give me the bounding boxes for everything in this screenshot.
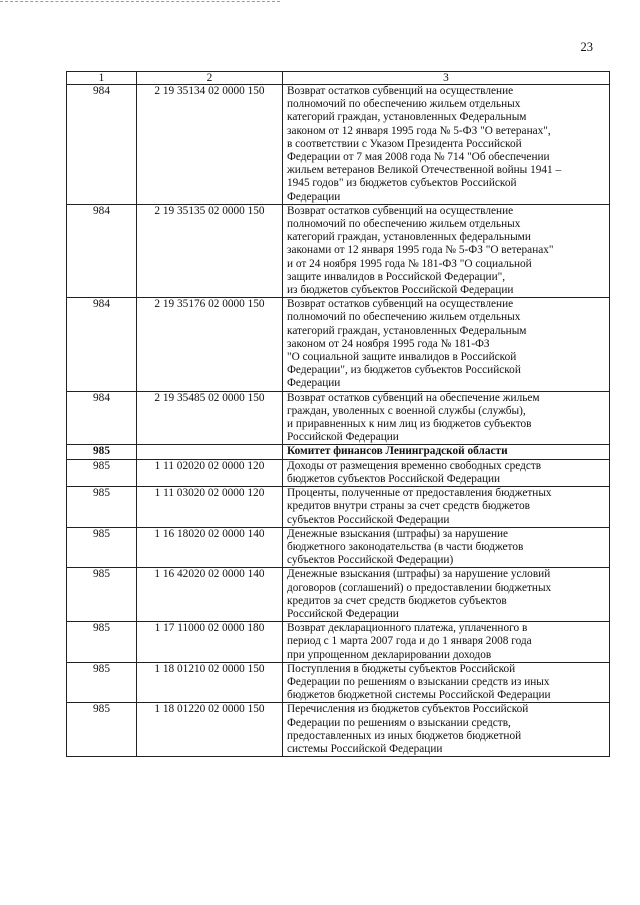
budget-classification-code-cell: 1 11 03020 02 0000 120: [137, 487, 283, 528]
description-cell: [283, 703, 610, 757]
description-line: полномочий по обеспечению жильем отдельных: [287, 98, 521, 111]
table-row: [67, 527, 610, 568]
description-line: Денежные взыскания (штрафы) за нарушение условий: [287, 568, 551, 581]
column-header-1: 1: [67, 72, 137, 85]
scan-edge-marks: [0, 1, 280, 5]
description-cell: [283, 662, 610, 703]
table-row: [67, 204, 610, 297]
description-line: категорий граждан, установленных федеральными: [287, 231, 531, 244]
table-row: [67, 568, 610, 622]
description-line: Российской Федерации: [287, 607, 399, 620]
description-line: Возврат остатков субвенций на осуществление: [287, 204, 514, 217]
description-line: при упрощенном декларировании доходов: [287, 648, 492, 661]
description-line: Федерации", из бюджетов субъектов Российской: [287, 364, 521, 377]
description-line: бюджетов бюджетной системы Российской Федерации: [287, 689, 551, 702]
description-line: Доходы от размещения временно свободных средств: [287, 459, 542, 472]
description-line: Российской Федерации: [287, 431, 399, 444]
column-header-2: 2: [137, 72, 283, 85]
codes-table: [66, 71, 610, 757]
description-line: категорий граждан, установленных Федеральным: [287, 324, 527, 337]
table-row: [67, 298, 610, 391]
description-line: Комитет финансов Ленинградской области: [287, 445, 508, 458]
description-line: Федерации по решениям о взыскании средств из иных: [287, 675, 550, 688]
description-line: Поступления в бюджеты субъектов Российской: [287, 662, 516, 675]
description-line: Возврат декларационного платежа, уплаченного в: [287, 622, 528, 635]
description-line: законами от 12 января 1995 года № 5-ФЗ "О ветеранах": [287, 244, 554, 257]
description-cell: [283, 622, 610, 663]
description-cell: [283, 568, 610, 622]
description-line: законом от 24 ноября 1995 года № 181-ФЗ: [287, 337, 490, 350]
budget-classification-code-cell: 2 19 35176 02 0000 150: [137, 298, 283, 391]
administrator-code-cell: 985: [67, 527, 137, 568]
description-line: Федерации по решениям о взыскании средств,: [287, 716, 511, 729]
page-number: 23: [580, 40, 593, 54]
table-header-row: [67, 72, 610, 85]
description-cell: [283, 204, 610, 297]
table-body: [67, 72, 610, 757]
description-line: Денежные взыскания (штрафы) за нарушение: [287, 527, 509, 540]
table-row: [67, 622, 610, 663]
administrator-code-cell: 985: [67, 459, 137, 486]
administrator-code-cell: 984: [67, 298, 137, 391]
description-line: и от 24 ноября 1995 года № 181-ФЗ "О социальной: [287, 257, 532, 270]
description-line: граждан, уволенных с военной службы (службы),: [287, 404, 526, 417]
description-line: Федерации: [287, 377, 341, 390]
budget-classification-code-cell: [137, 445, 283, 459]
description-line: категорий граждан, установленных Федеральным: [287, 111, 527, 124]
description-line: субъектов Российской Федерации): [287, 554, 454, 567]
description-line: защите инвалидов в Российской Федерации",: [287, 270, 506, 283]
description-line: полномочий по обеспечению жильем отдельных: [287, 218, 521, 231]
description-line: бюджетного законодательства (в части бюджетов: [287, 540, 524, 553]
administrator-code-cell: 985: [67, 568, 137, 622]
administrator-code-cell: 984: [67, 204, 137, 297]
budget-classification-code-cell: 2 19 35485 02 0000 150: [137, 391, 283, 445]
description-cell: [283, 298, 610, 391]
description-cell: [283, 85, 610, 205]
description-line: и приравненных к ним лиц из бюджетов субъектов: [287, 418, 532, 431]
description-line: жильем ветеранов Великой Отечественной войны 1941 –: [287, 164, 562, 177]
table-row: [67, 459, 610, 486]
administrator-code-cell: 985: [67, 622, 137, 663]
description-cell: [283, 527, 610, 568]
description-line: Возврат остатков субвенций на осуществление: [287, 85, 514, 97]
description-line: период с 1 марта 2007 года и до 1 января 2008 года: [287, 635, 532, 648]
description-line: в соответствии с Указом Президента Российской: [287, 137, 522, 150]
description-line: кредитов за счет средств бюджетов субъектов: [287, 594, 507, 607]
budget-classification-code-cell: 1 17 11000 02 0000 180: [137, 622, 283, 663]
budget-classification-code-cell: 1 11 02020 02 0000 120: [137, 459, 283, 486]
description-line: бюджетов субъектов Российской Федерации: [287, 472, 501, 485]
description-line: полномочий по обеспечению жильем отдельных: [287, 311, 521, 324]
description-line: договоров (соглашений) о предоставлении бюджетных: [287, 581, 552, 594]
description-line: Федерации от 7 мая 2008 года № 714 "Об обеспечении: [287, 151, 550, 164]
description-cell: [283, 487, 610, 528]
description-line: Возврат остатков субвенций на обеспечение жильем: [287, 391, 540, 404]
administrator-code-cell: 985: [67, 487, 137, 528]
budget-classification-code-cell: 1 18 01210 02 0000 150: [137, 662, 283, 703]
description-cell: [283, 445, 610, 459]
table-row: [67, 85, 610, 205]
description-cell: [283, 459, 610, 486]
table-row: [67, 445, 610, 459]
table-row: [67, 391, 610, 445]
table-row: [67, 662, 610, 703]
description-line: кредитов внутри страны за счет средств бюджетов: [287, 500, 530, 513]
description-line: Перечисления из бюджетов субъектов Российской: [287, 703, 529, 716]
budget-classification-code-cell: 1 16 18020 02 0000 140: [137, 527, 283, 568]
description-line: системы Российской Федерации: [287, 742, 443, 755]
description-line: субъектов Российской Федерации: [287, 513, 450, 526]
administrator-code-cell: 984: [67, 391, 137, 445]
description-line: предоставленных из иных бюджетов бюджетной: [287, 729, 522, 742]
table-row: [67, 487, 610, 528]
administrator-code-cell: 985: [67, 703, 137, 757]
budget-classification-code-cell: 1 18 01220 02 0000 150: [137, 703, 283, 757]
description-line: из бюджетов субъектов Российской Федерации: [287, 284, 514, 297]
description-cell: [283, 391, 610, 445]
table-row: [67, 703, 610, 757]
administrator-code-cell: 985: [67, 662, 137, 703]
budget-classification-code-cell: 1 16 42020 02 0000 140: [137, 568, 283, 622]
budget-classification-code-cell: 2 19 35135 02 0000 150: [137, 204, 283, 297]
description-line: Федерации: [287, 190, 341, 203]
column-header-3: 3: [283, 72, 610, 85]
description-line: Возврат остатков субвенций на осуществление: [287, 298, 514, 311]
description-line: Проценты, полученные от предоставления бюджетных: [287, 487, 552, 500]
budget-classification-code-cell: 2 19 35134 02 0000 150: [137, 85, 283, 205]
administrator-code-cell: 985: [67, 445, 137, 459]
description-line: законом от 12 января 1995 года № 5-ФЗ "О ветеранах",: [287, 124, 551, 137]
administrator-code-cell: 984: [67, 85, 137, 205]
description-line: 1945 годов" из бюджетов субъектов Российской: [287, 177, 517, 190]
description-line: "О социальной защите инвалидов в Российской: [287, 351, 517, 364]
